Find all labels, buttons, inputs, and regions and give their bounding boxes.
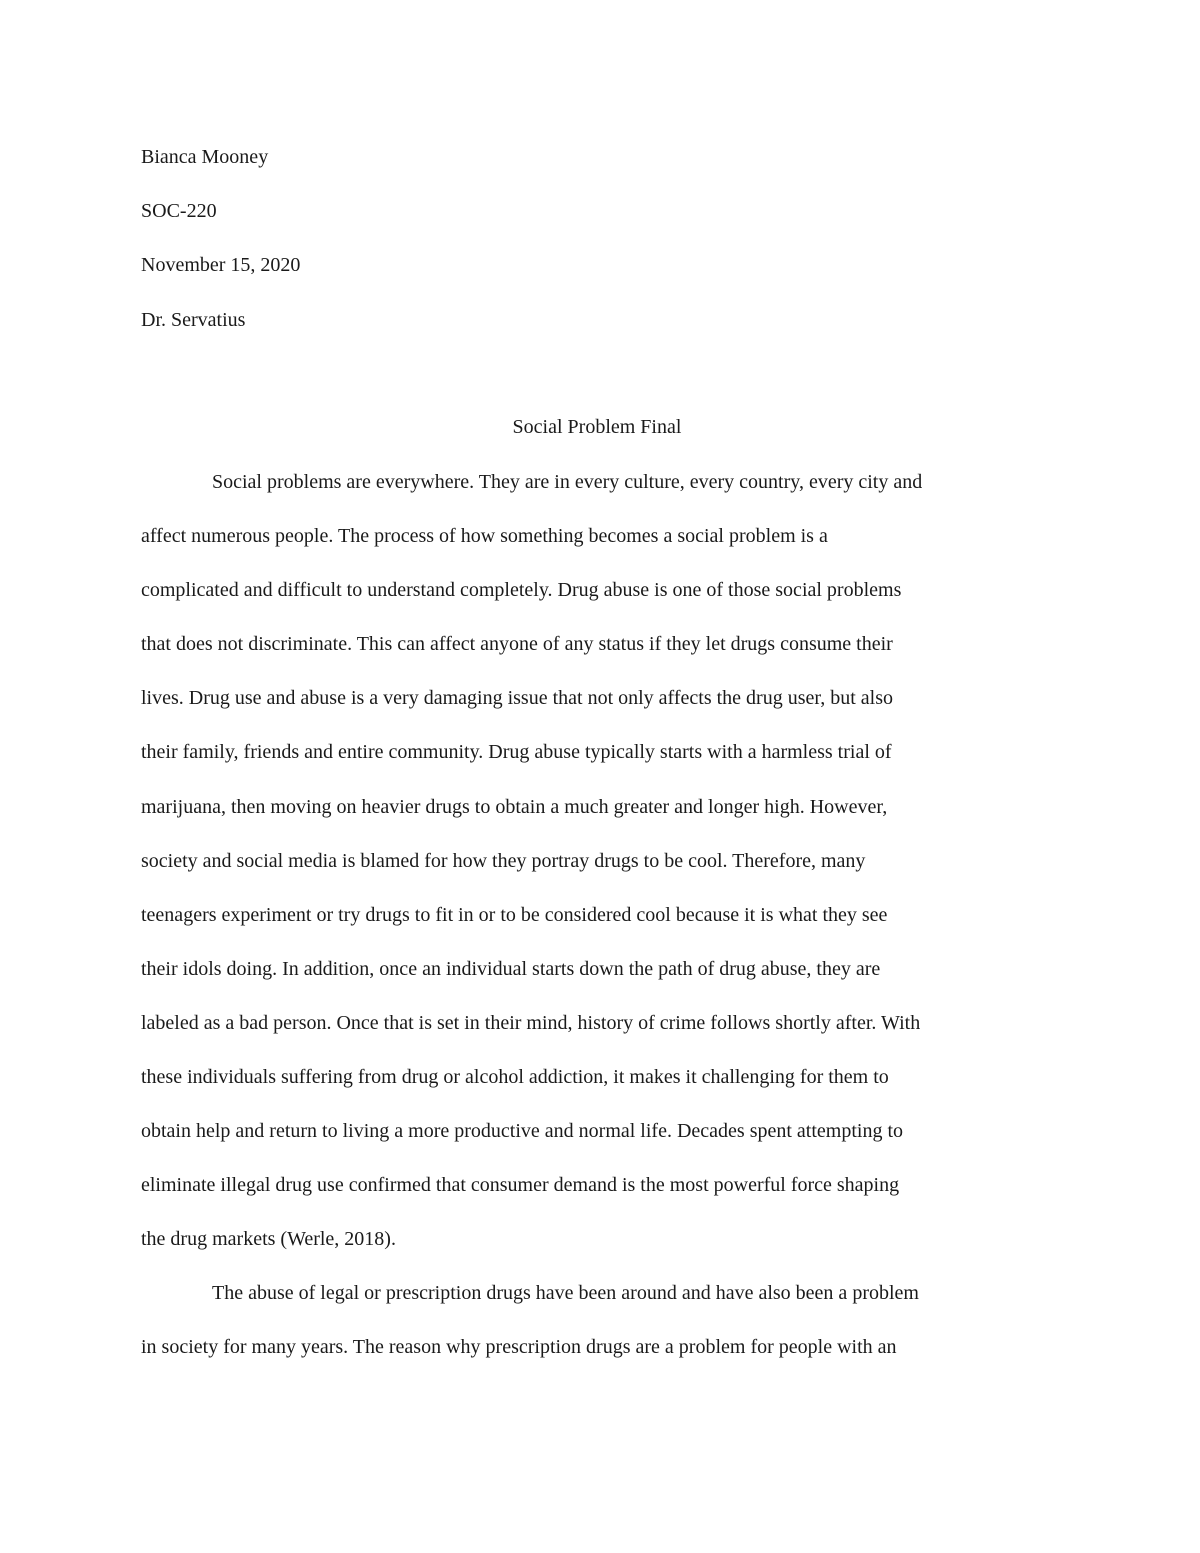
paragraph-line: teenagers experiment or try drugs to fit in or to be considered cool because it is what they see <box>141 904 888 926</box>
paragraph-line: Social problems are everywhere. They are in every culture, every country, every city and <box>212 471 923 493</box>
paragraph-line: The abuse of legal or prescription drugs have been around and have also been a problem <box>212 1282 919 1304</box>
instructor-name: Dr. Servatius <box>141 309 246 331</box>
paragraph-line: eliminate illegal drug use confirmed that consumer demand is the most powerful force shaping <box>141 1174 900 1196</box>
paragraph-line: that does not discriminate. This can affect anyone of any status if they let drugs consume their <box>141 633 893 655</box>
paragraph-line: complicated and difficult to understand completely. Drug abuse is one of those social problems <box>141 579 902 601</box>
author-name: Bianca Mooney <box>141 146 269 168</box>
paragraph-line: these individuals suffering from drug or alcohol addiction, it makes it challenging for them to <box>141 1066 889 1088</box>
paper-title: Social Problem Final <box>512 416 682 438</box>
course-code: SOC-220 <box>141 200 217 222</box>
paragraph-line: their family, friends and entire community. Drug abuse typically starts with a harmless trial of <box>141 741 892 763</box>
paragraph-line: the drug markets (Werle, 2018). <box>141 1228 396 1250</box>
paragraph-line: labeled as a bad person. Once that is set in their mind, history of crime follows shortly after. With <box>141 1012 921 1034</box>
paragraph-line: marijuana, then moving on heavier drugs to obtain a much greater and longer high. However, <box>141 796 888 818</box>
paragraph-line: society and social media is blamed for how they portray drugs to be cool. Therefore, many <box>141 850 866 872</box>
submission-date: November 15, 2020 <box>141 254 301 276</box>
paragraph-line: lives. Drug use and abuse is a very damaging issue that not only affects the drug user, but also <box>141 687 893 709</box>
paragraph-line: their idols doing. In addition, once an individual starts down the path of drug abuse, they are <box>141 958 881 980</box>
paragraph-line: affect numerous people. The process of how something becomes a social problem is a <box>141 525 828 547</box>
paragraph-line: obtain help and return to living a more productive and normal life. Decades spent attempting to <box>141 1120 904 1142</box>
paragraph-line: in society for many years. The reason why prescription drugs are a problem for people with an <box>141 1336 897 1358</box>
